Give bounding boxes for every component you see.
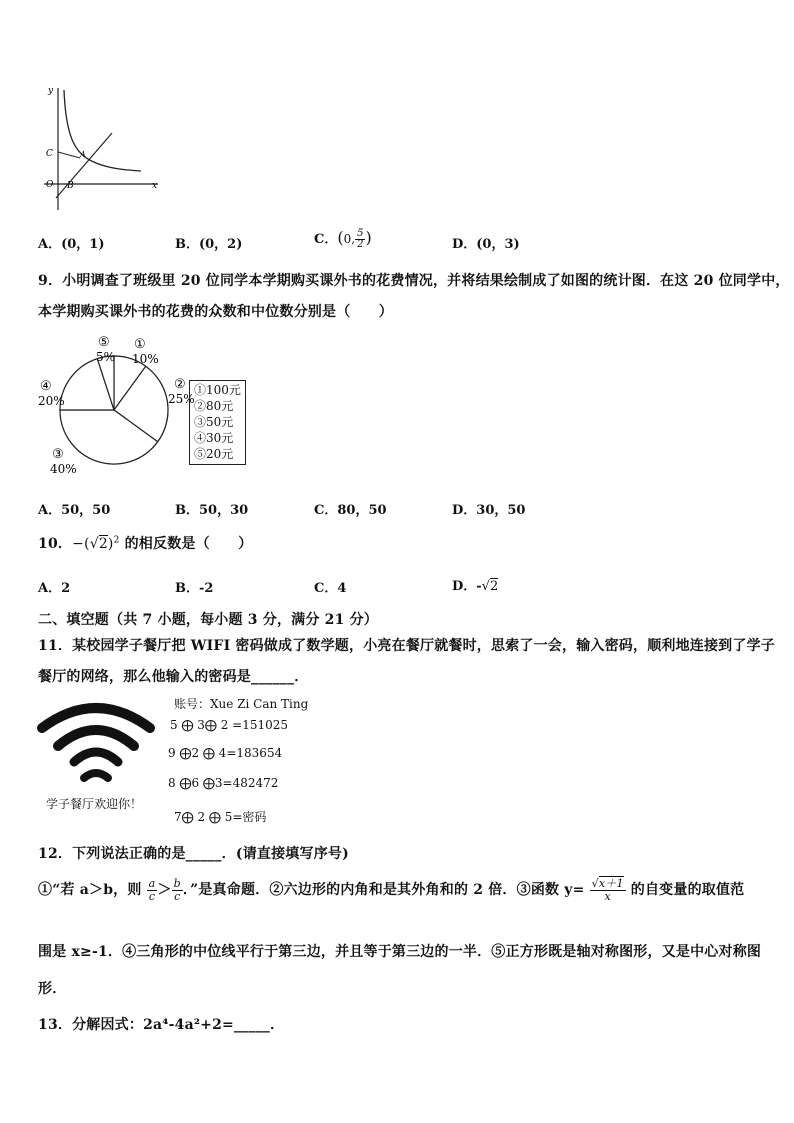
frac-x: x (604, 889, 611, 903)
frac-a: a (148, 877, 156, 890)
legend-item: ①100元 (194, 383, 241, 397)
x-axis-label: x (152, 181, 158, 191)
legend-item: ③50元 (194, 415, 234, 429)
section-title-fill-blank: 二、填空题（共 7 小题，每小题 3 分，满分 21 分） (38, 612, 379, 628)
q9-option-a[interactable]: A．50，50 (38, 503, 111, 518)
hyperbola-curve (64, 90, 141, 171)
q8-option-a[interactable]: A．(0，1) (38, 237, 105, 252)
y-axis-label: y (48, 86, 54, 96)
legend-item: ④30元 (194, 431, 234, 445)
frac-c2: c (174, 889, 181, 903)
q10-d-sqrt-arg: 2 (489, 579, 499, 594)
q10-expr-post: 的相反数是（ ） (124, 536, 253, 552)
q12-title: 12．下列说法正确的是_____．(请直接填写序号) (38, 846, 349, 862)
q8-c-denominator: 2 (357, 239, 364, 250)
point-c-label: C (46, 149, 53, 159)
pie-slice-marker: ④ (40, 379, 52, 394)
q12-gt: ＞ (157, 882, 172, 899)
pie-slice-marker: ② (174, 377, 186, 392)
pie-slice-percent: 10% (132, 352, 159, 366)
pie-slice-marker: ③ (52, 447, 64, 462)
pie-legend (189, 380, 246, 465)
q13-text: 13．分解因式：2a⁴-4a²+2=_____． (38, 1017, 285, 1033)
pie-slice-marker: ⑤ (98, 335, 110, 350)
q9-option-d[interactable]: D．30，50 (452, 503, 526, 518)
password-equation: 5 ⨁ 3⨁ 2 =151025 (170, 718, 289, 732)
wifi-account: 账号：Xue Zi Can Ting (174, 697, 309, 711)
q10-option-b[interactable]: B．-2 (175, 581, 214, 596)
q10-option-c[interactable]: C．4 (314, 581, 347, 596)
q12-p1-tail: 的自变量的取值范 (630, 882, 745, 899)
password-equation: 7⨁ 2 ⨁ 5=密码 (174, 810, 267, 824)
q10-number: 10． (38, 536, 73, 552)
q12-text-line1: ①“若 a＞b，则 $\frac{a}{c}$ ＞ $\frac{b}{c}$ ．”是真命题．②六边形的内角和是其外角和的 2 倍．③函数 y= $\frac{√x+1}{x}$ 的自变量的取值范 (38, 877, 745, 903)
frac-b: b (173, 877, 181, 890)
sqrt-x-plus-1: x＋1 (598, 877, 624, 890)
point-a-label: A (80, 150, 86, 159)
q8-option-d[interactable]: D．(0，3) (452, 237, 520, 252)
q10-option-d[interactable]: D．-√2 (452, 579, 499, 594)
pie-slice-percent: 40% (50, 462, 77, 476)
q12-text-line3: 形． (38, 981, 67, 997)
password-equation: 8 ⨁6 ⨁3=482472 (168, 776, 279, 790)
q8-option-c[interactable]: C．(0, $\frac{5}{2}$ ) (314, 227, 372, 250)
q8-graph (36, 80, 166, 215)
pie-slice-percent: 5% (96, 350, 116, 364)
q11-text-line1: 11．某校园学子餐厅把 WIFI 密码做成了数学题，小亮在餐厅就餐时，思索了一会，输入密码，顺利地连接到了学子 (38, 638, 775, 654)
q8-option-c-inner: 0, (343, 232, 356, 246)
q10-d-prefix: D．- (452, 579, 482, 594)
pie-slice-percent: 25% (168, 392, 195, 406)
q12-text-line2: 围是 x≥-1．④三角形的中位线平行于第三边，并且等于第三边的一半．⑤正方形既是轴对称图形，又是中心对称图 (38, 944, 762, 960)
segment-ca (58, 152, 80, 158)
q12-p1-pre: ①“若 a＞b，则 (38, 882, 142, 899)
pie-slice-percent: 20% (38, 394, 65, 408)
q10-option-a[interactable]: A．2 (38, 581, 71, 596)
wifi-icon (36, 700, 156, 785)
q11-text-line2: 餐厅的网络，那么他输入的密码是______． (38, 669, 309, 685)
frac-c: c (148, 889, 156, 903)
q10-exponent: 2 (113, 535, 120, 546)
q9-text-line2: 本学期购买课外书的花费的众数和中位数分别是（ ） (38, 304, 393, 320)
q10-text: 10．$-(√2)^2$ 的相反数是（ ） (38, 535, 253, 552)
q8-option-c-prefix: C． (314, 232, 338, 247)
q10-expr-pre: −( (72, 536, 90, 552)
q9-option-c[interactable]: C．80，50 (314, 503, 387, 518)
point-b-label: B (67, 181, 74, 191)
q8-c-numerator: 5 (357, 227, 364, 239)
wifi-welcome-text: 学子餐厅欢迎你！ (46, 797, 143, 811)
q9-text-line1: 9．小明调查了班级里 20 位同学本学期购买课外书的花费情况，并将结果绘制成了如图的统计图．在这 20 位同学中， (38, 273, 790, 289)
legend-item: ⑤20元 (194, 447, 234, 461)
q8-option-b[interactable]: B．(0，2) (175, 237, 243, 252)
password-equation: 9 ⨁2 ⨁ 4=183654 (168, 746, 283, 760)
q10-sqrt-arg: 2 (98, 536, 108, 552)
pie-slice-marker: ① (134, 337, 146, 352)
q12-p1-post: ．”是真命题．②六边形的内角和是其外角和的 2 倍．③函数 y= (182, 882, 585, 899)
q9-option-b[interactable]: B．50，30 (175, 503, 249, 518)
origin-label: O (46, 180, 54, 190)
legend-item: ②80元 (194, 399, 234, 413)
